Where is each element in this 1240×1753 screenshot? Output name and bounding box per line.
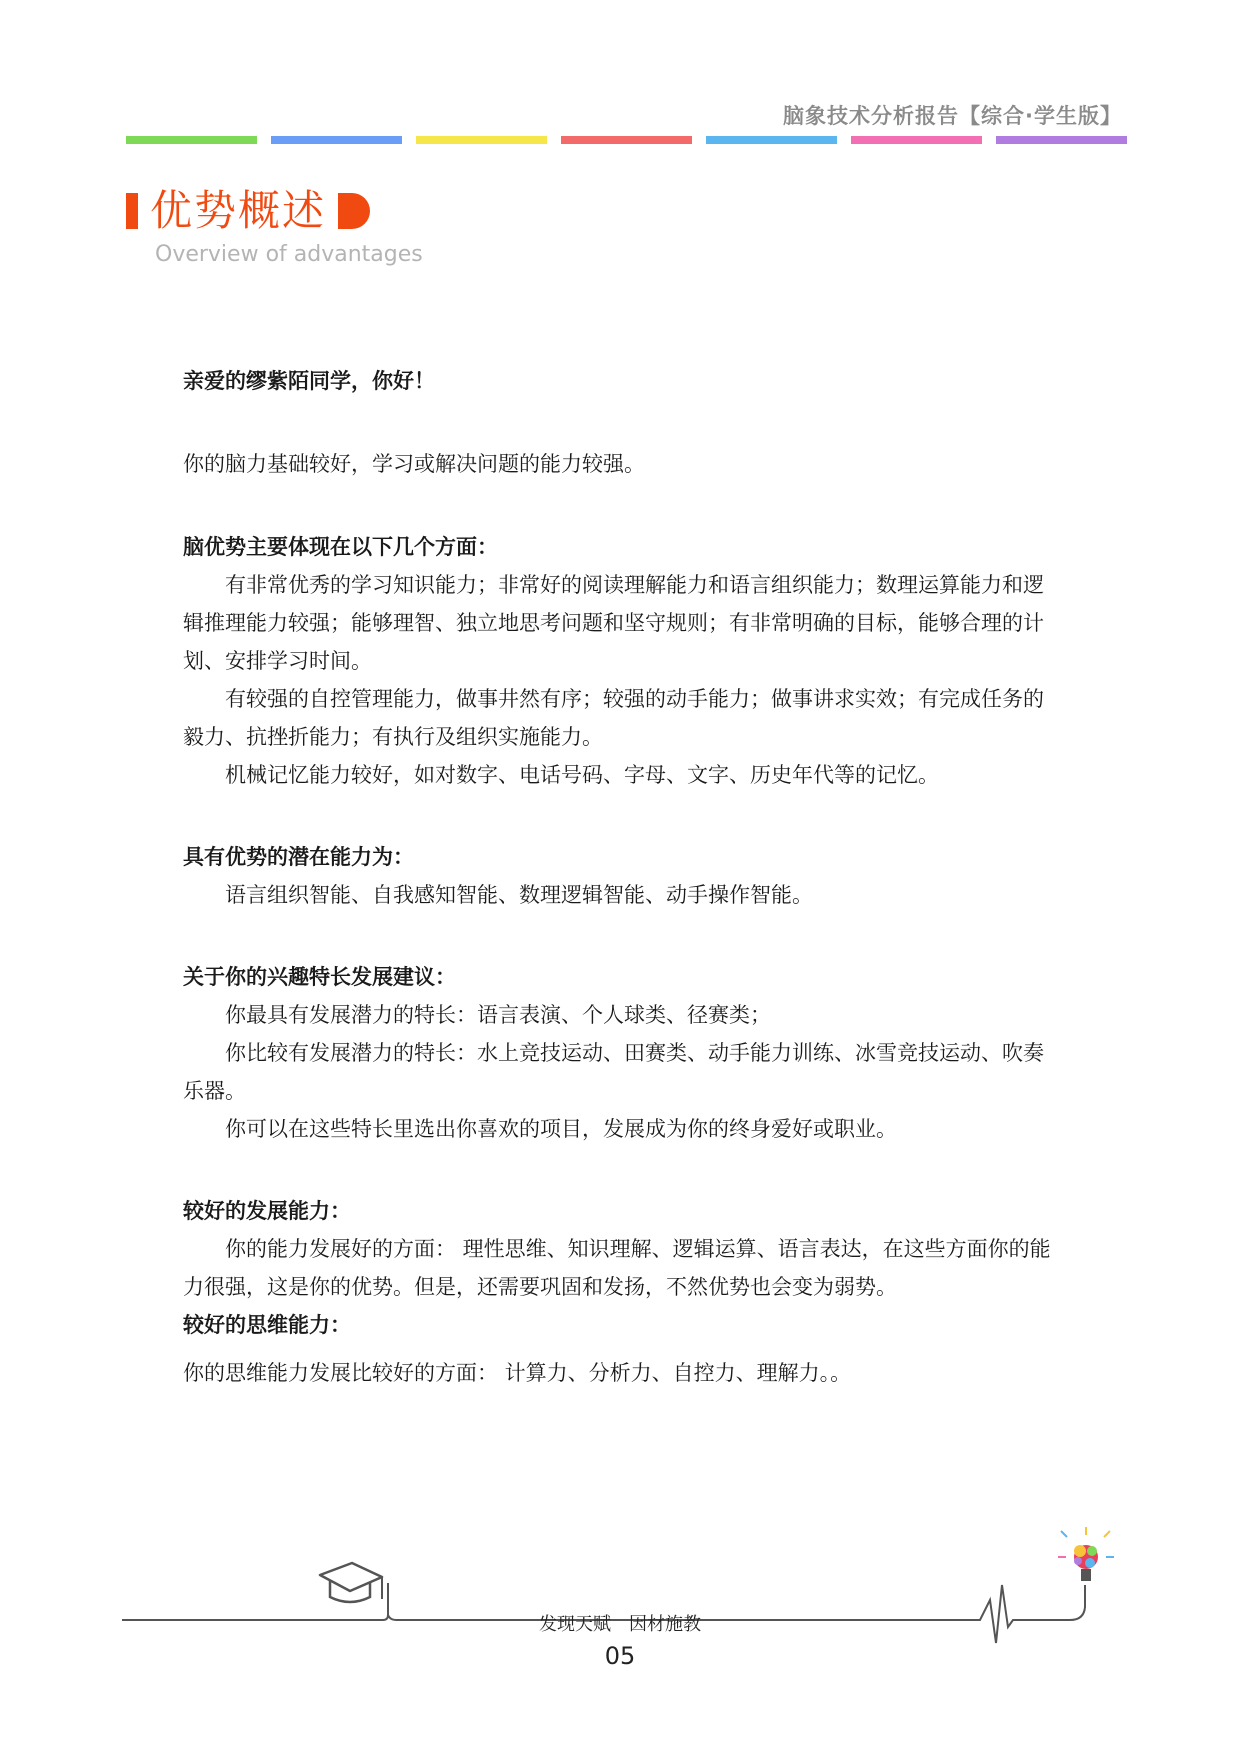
section-title-cn: 优势概述 [150,186,327,235]
color-bar-2 [271,136,402,144]
heading-bar-icon [126,193,138,229]
page-number: 05 [604,1642,636,1670]
advantages-paragraph: 有较强的自控管理能力，做事井然有序；较强的动手能力；做事讲求实效；有完成任务的毅力、抗挫折能力；有执行及组织实施能力。 [183,687,1044,749]
interest-paragraph: 你可以在这些特长里选出你喜欢的项目，发展成为你的终身爱好或职业。 [225,1117,897,1141]
development-heading: 较好的发展能力： [183,1199,351,1223]
development-text: 你的能力发展好的方面： 理性思维、知识理解、逻辑运算、语言表达，在这些方面你的能力很强，这是你的优势。但是，还需要巩固和发扬，不然优势也会变为弱势。 [183,1237,1051,1299]
lightbulb-icon [1058,1527,1114,1581]
header-color-bars [126,136,1127,144]
thinking-text: 你的思维能力发展比较好的方面： 计算力、分析力、自控力、理解力。。 [183,1361,852,1385]
report-title: 脑象技术分析报告【综合·学生版】 [783,104,1122,128]
graduation-cap-icon [320,1563,382,1602]
interest-paragraph: 你比较有发展潜力的特长：水上竞技运动、田赛类、动手能力训练、冰雪竞技运动、吹奏乐器。 [183,1041,1044,1103]
color-bar-7 [996,136,1127,144]
color-bar-5 [706,136,837,144]
interest-paragraph: 你最具有发展潜力的特长：语言表演、个人球类、径赛类； [225,1003,771,1027]
thinking-heading: 较好的思维能力： [183,1313,351,1337]
greeting: 亲爱的缪紫陌同学，你好！ [183,369,435,393]
color-bar-3 [416,136,547,144]
potential-text: 语言组织智能、自我感知智能、数理逻辑智能、动手操作智能。 [225,883,813,907]
color-bar-4 [561,136,692,144]
footer-slogan: 发现天赋 因材施教 [539,1614,701,1635]
advantages-paragraph: 机械记忆能力较好，如对数字、电话号码、字母、文字、历史年代等的记忆。 [225,763,939,787]
color-bar-1 [126,136,257,144]
section-title-en: Overview of advantages [155,242,423,267]
advantages-heading: 脑优势主要体现在以下几个方面： [183,535,498,559]
advantages-paragraph: 有非常优秀的学习知识能力；非常好的阅读理解能力和语言组织能力；数理运算能力和逻辑推理能力较强；能够理智、独立地思考问题和坚守规则；有非常明确的目标，能够合理的计划、安排学习时间。 [183,573,1044,673]
interest-heading: 关于你的兴趣特长发展建议： [183,965,456,989]
potential-heading: 具有优势的潜在能力为： [183,845,414,869]
report-body [183,362,1063,1392]
heading-d-shape-icon [338,193,372,229]
section-heading [126,186,372,235]
color-bar-6 [851,136,982,144]
summary-text: 你的脑力基础较好，学习或解决问题的能力较强。 [183,452,645,476]
